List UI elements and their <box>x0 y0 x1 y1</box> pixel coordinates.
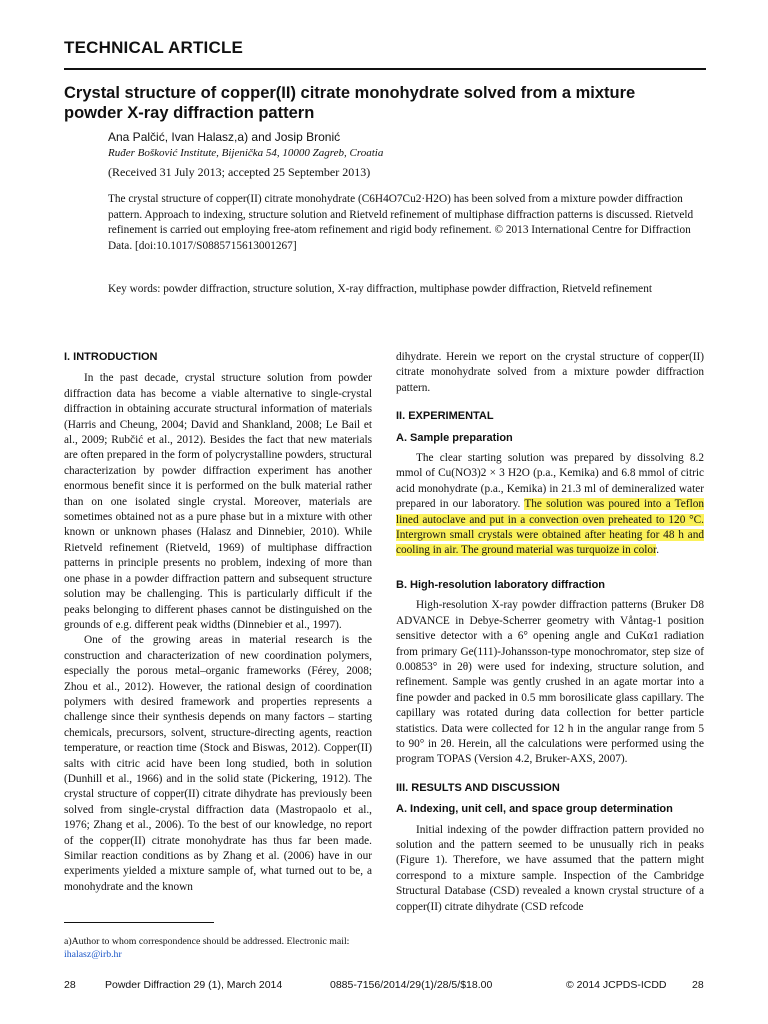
page-number-right: 28 <box>692 979 704 991</box>
journal-section-label: TECHNICAL ARTICLE <box>64 38 244 57</box>
highlighted-text[interactable]: The solution was poured into a Teflon lined autoclave and put in a convection oven preheated to 120 °C. Intergrown small crystals were obtained after heating for 48 h and cooling in air. The ground material was turquoize in color <box>396 498 705 557</box>
intro-paragraph-1: In the past decade, crystal structure solution from powder diffraction data has become a viable alternative to single-crystal diffraction in obtaining accurate structural information of materials (Harris and Cheung, 2004; David and Shankland, 2008; Le Bail et al., 2009; Rubčić et al., 2012). Besides the fact that new materials are often prepared in the form of polycrystalline powders, structural characterization by powder diffraction experiment has another enormous benefit since it is performed on the bulk material rather than on one isolated single crystal. Moreover, materials are sometimes obtained not as a pure phase but in a mixture with other known or unknown phases (Halasz and Dinnebier, 2010). While Rietveld refinement (Rietveld, 1969) of multiphase diffraction patterns in principle presents no problem, indexing of more than one phase in a powder diffraction pattern and subsequent structure solution may be challenging. This is particularly difficult if the peaks belonging to different phases cannot be distinguished on the grounds of e.g. different peak widths (Dinnebier et al., 1997). <box>64 372 372 631</box>
footnote-text: a)Author to whom correspondence should be addressed. Electronic mail: <box>64 936 350 947</box>
section-heading-experimental: II. EXPERIMENTAL <box>396 410 494 423</box>
subsection-heading-indexing: A. Indexing, unit cell, and space group determination <box>396 803 673 816</box>
copyright: © 2014 JCPDS-ICDD <box>566 979 667 991</box>
right-column <box>396 350 704 915</box>
page-number-left: 28 <box>64 979 76 991</box>
sample-text-start: The clear starting solution was prepared by dissolving 8.2 mmol of Cu(NO3)2 × 3 H2O (p.a., Kemika) and 6.8 mmol of citric acid monohydrate (p.a., Kemika) in 21.3 ml of demineralized water prepared in our laboratory. <box>396 452 704 511</box>
issn-price: 0885-7156/2014/29(1)/28/5/$18.00 <box>330 979 493 991</box>
intro-paragraph-continued: dihydrate. Herein we report on the crystal structure of copper(II) citrate monohydrate solved from a mixture powder diffraction pattern. <box>396 351 704 394</box>
section-heading-results: III. RESULTS AND DISCUSSION <box>396 781 560 794</box>
received-dates: (Received 31 July 2013; accepted 25 September 2013) <box>108 165 371 179</box>
article-title: Crystal structure of copper(II) citrate monohydrate solved from a mixture powder X-ray diffraction pattern <box>64 84 636 122</box>
left-column <box>64 350 372 895</box>
high-resolution-paragraph: High-resolution X-ray powder diffraction patterns (Bruker D8 ADVANCE in Debye-Scherrer geometry with Våntag-1 position sensitive detector with a 6° opening angle and CuKα1 radiation from primary Ge(111)-Johansson-type monochromator, step size of 0.00853° in 2θ) were used for indexing, structure solution, and refinement. Sample was gently crushed in an agate mortar into a fine powder and packed in 0.5 mm borosilicate glass capillary. The capillary was rotated during data collection for better particle statistics. Data were collected for 12 h in the angular range from 5 to 90° in 2θ. Herein, all the calculations were performed using the program TOPAS (Version 4.2, Bruker-AXS, 2007). <box>396 599 704 766</box>
author-list: Ana Palčić, Ivan Halasz,a) and Josip Bronić <box>108 130 341 144</box>
indexing-paragraph: Initial indexing of the powder diffraction pattern provided no solution and the pattern seemed to be unusually rich in peaks (Figure 1). Therefore, we have assumed that the pattern might correspond to a mixture sample. Inspection of the Cambridge Structural Database (CSD) revealed a known crystal structure of a copper(II) citrate dihydrate (CSD refcode <box>396 823 704 913</box>
footnote-rule <box>64 922 214 923</box>
header-rule <box>64 68 706 70</box>
journal-citation: Powder Diffraction 29 (1), March 2014 <box>105 979 283 991</box>
keywords: Key words: powder diffraction, structure solution, X-ray diffraction, multiphase powder diffraction, Rietveld refinement <box>108 283 652 295</box>
subsection-heading-sample-preparation: A. Sample preparation <box>396 431 513 444</box>
section-heading-introduction: I. INTRODUCTION <box>64 351 158 363</box>
sample-text-end: . <box>656 544 660 557</box>
intro-paragraph-2: One of the growing areas in material research is the construction and characterization of new coordination polymers, especially the porous metal–organic frameworks (Férey, 2008; Zhou et al., 2012). However, the rational design of coordination polymers with desired framework and properties represents a challenge since their synthesis depends on many factors – starting chemicals, precursors, solvent, structure-directing agents, reaction temperature, or reaction time (Stock and Biswas, 2012). Copper(II) salts with citric acid have been long studied, both in solution (Dunhill et al., 1966) and in the solid state (Pickering, 1912). The crystal structure of copper(II) citrate dihydrate has previously been solved from single-crystal diffraction data (Mastropaolo et al., 1976; Zhang et al., 2006). To the best of our knowledge, no report of the copper(II) citrate monohydrate has thus far been made. Similar reaction conditions as by Zhang et al. (2006) have in our experiments yielded a mixture sample of, what turned out to be, a monohydrate and the known <box>64 634 372 893</box>
email-link[interactable]: ihalasz@irb.hr <box>64 949 122 960</box>
corresponding-author-footnote <box>64 935 372 961</box>
affiliation: Ruđer Bošković Institute, Bijenička 54, 10000 Zagreb, Croatia <box>108 147 384 159</box>
subsection-heading-high-resolution-diffraction: B. High-resolution laboratory diffraction <box>396 578 606 591</box>
abstract: The crystal structure of copper(II) citrate monohydrate (C6H4O7Cu2·H2O) has been solved from a mixture powder diffraction pattern. Approach to indexing, structure solution and Rietveld refinement of multiphase diffraction patterns is discussed. Rietveld refinement is carried out employing free-atom refinement and rigid body refinement. © 2013 International Centre for Diffraction Data. [doi:10.1017/S0885715613001267] <box>108 193 694 252</box>
sample-preparation-paragraph <box>396 451 704 559</box>
